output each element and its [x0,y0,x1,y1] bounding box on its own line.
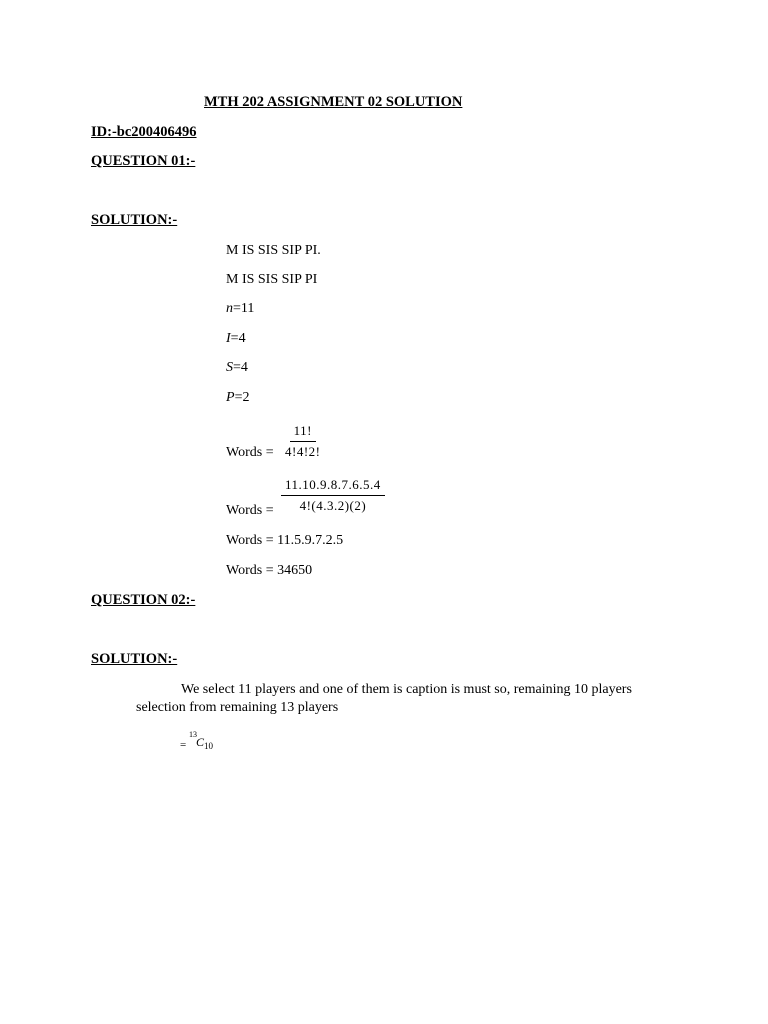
words-simplified: Words = 11.5.9.7.2.5 [226,533,344,548]
s-equation [226,360,248,376]
n-value: =11 [233,301,255,316]
question-02-heading: QUESTION 02:- [91,592,196,608]
fraction-1-numerator: 11! [290,423,316,442]
p-equation [226,390,249,406]
fraction-2-denominator: 4!(4.3.2)(2) [299,498,367,513]
fraction-factorials [281,423,325,460]
n-equation [226,301,254,317]
words-result: Words = 34650 [226,563,313,578]
solution-01-heading: SOLUTION:- [91,212,178,228]
words-label-1: Words = [226,445,274,460]
s-value: =4 [233,360,248,375]
i-value: =4 [230,331,246,346]
question-01-heading: QUESTION 01:- [91,153,196,169]
n-variable: n [226,301,233,316]
solution-paragraph-line-1: We select 11 players and one of them is caption is must so, remaining 10 players [181,682,632,697]
word-line-2: M IS SIS SIP PI [226,272,318,287]
combination-equals: = [180,739,187,751]
fraction-expanded [281,477,385,514]
student-id: ID:-bc200406496 [91,124,197,140]
p-variable: P [226,390,235,405]
combination-subscript: 10 [204,741,213,751]
i-equation [226,331,246,347]
fraction-1-denominator: 4!4!2! [285,444,321,459]
s-variable: S [226,360,233,375]
word-line-1: M IS SIS SIP PI. [226,243,321,258]
combination-superscript: 13 [189,730,197,739]
solution-paragraph-line-2: selection from remaining 13 players [136,700,339,715]
combination-symbol: C [196,735,205,749]
document-title: MTH 202 ASSIGNMENT 02 SOLUTION [204,94,463,110]
words-label-2: Words = [226,503,274,518]
i-variable: I [226,331,231,346]
p-value: =2 [234,390,250,405]
fraction-2-numerator: 11.10.9.8.7.6.5.4 [281,477,385,496]
solution-02-heading: SOLUTION:- [91,651,178,667]
